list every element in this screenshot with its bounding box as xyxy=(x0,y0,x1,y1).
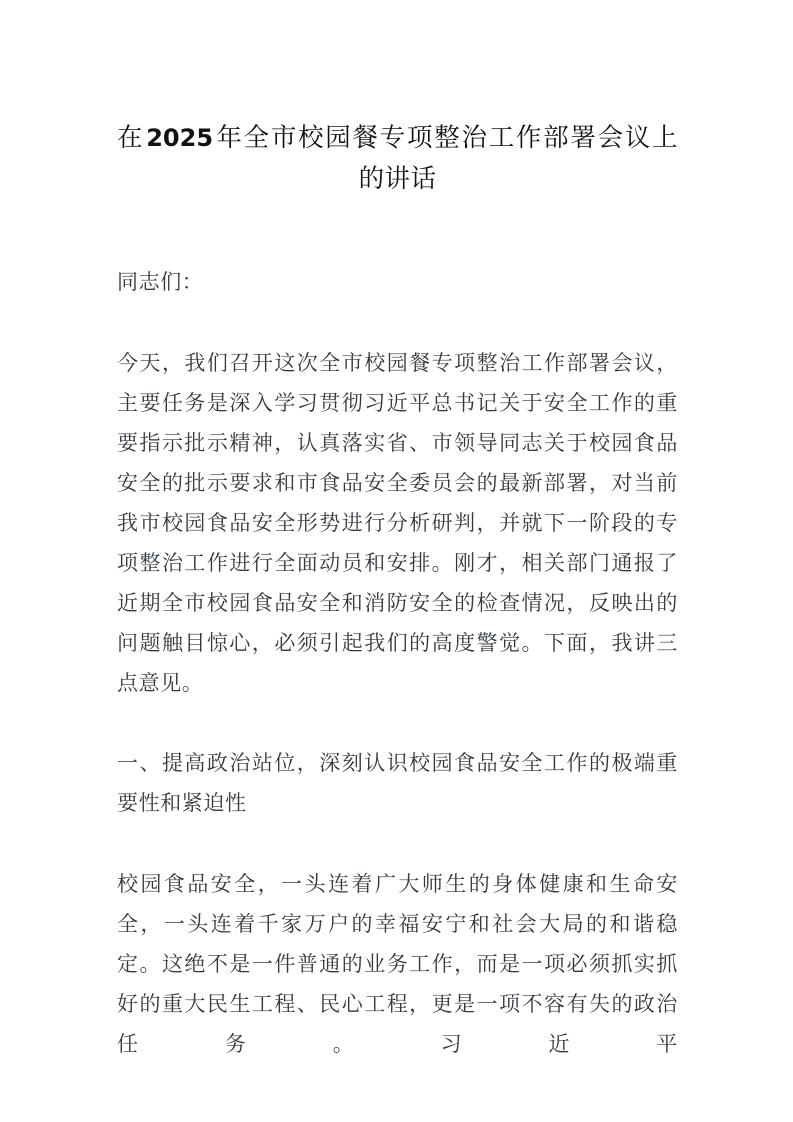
salutation-paragraph: 同志们： xyxy=(117,270,204,294)
opening-paragraph: 今天，我们召开这次全市校园餐专项整治工作部署会议，主要任务是深入学习贯彻习近平总书记关于安全工作的重要指示批示精神，认真落实省、市领导同志关于校园食品安全的批示要求和市食品安全委员会的最新部署，对当前我市校园食品安全形势进行分析研判，并就下一阶段的专项整治工作进行全面动员和安排。刚才，相关部门通报了近期全市校园食品安全和消防安全的检查情况，反映出的问题触目惊心，必须引起我们的高度警觉。下面，我讲三点意见。 xyxy=(117,351,678,695)
page-title xyxy=(117,0,678,200)
document-body xyxy=(117,262,678,1064)
title-year: 2025 xyxy=(146,124,214,152)
page-content xyxy=(117,0,678,1064)
section-1-paragraph: 校园食品安全，一头连着广大师生的身体健康和生命安全，一头连着千家万户的幸福安宁和社会大局的和谐稳定。这绝不是一件普通的业务工作，而是一项必须抓实抓好的重大民生工程、民心工程，更是一项不容有失的政治任务。习近平 xyxy=(117,872,678,1056)
section-1-heading: 一、提高政治站位，深刻认识校园食品安全工作的极端重要性和紧迫性 xyxy=(117,751,678,815)
title-suffix: 年全市校园餐专项整治工作部署会议上的讲话 xyxy=(215,123,678,194)
title-prefix: 在 xyxy=(117,123,145,153)
